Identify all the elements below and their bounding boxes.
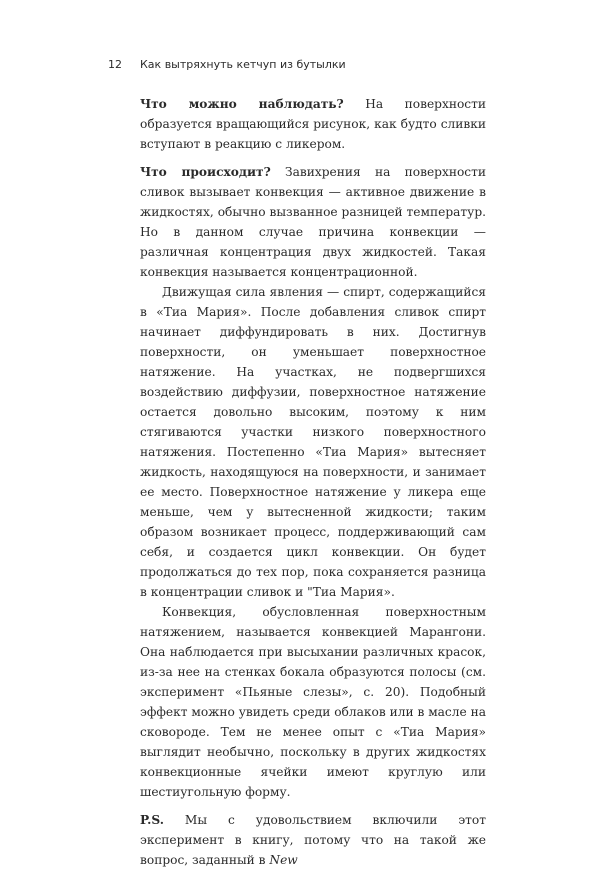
observation-heading: Что можно наблюдать? bbox=[140, 97, 344, 111]
running-title: Как вытряхнуть кетчуп из бутылки bbox=[140, 58, 346, 71]
observation-text: На поверхности образуется вращающийся рисунок, как будто сливки вступают в реакцию с ликером. bbox=[140, 97, 486, 151]
paragraph-explanation bbox=[140, 162, 486, 282]
paragraph-marangoni: Конвекция, обусловленная поверхностным натяжением, называется конвекцией Марангони. Она наблюдается при высыхании различных красок, из-за нее на стенках бокала образуются полосы (см. эксперимент «Пьяные слезы», с. 20). Подобный эффект можно увидеть среди облаков или в масле на сковороде. Тем не менее опыт с «Тиа Мария» выглядит необычно, поскольку в других жидкостях конвекционные ячейки имеют круглую или шестиугольную форму. bbox=[140, 605, 486, 799]
postscript-italic: New bbox=[269, 853, 298, 867]
explanation-text: Завихрения на поверхности сливок вызывает конвекция — активное движение в жидкостях, обычно вызванное разницей температур. Но в данном случае причина конвекции — различная концентрация двух жидкостей. Такая конвекция называется концентрационной. bbox=[140, 165, 486, 279]
paragraph-driving-force: Движущая сила явления — спирт, содержащийся в «Тиа Мария». После добавления сливок спирт начинает диффундировать в них. Достигнув поверхности, он уменьшает поверхностное натяжение. На участках, не подвергшихся воздействию диффузии, поверхностное натяжение остается довольно высоким, поэтому к ним стягиваются участки низкого поверхностного натяжения. Постепенно «Тиа Мария» вытесняет жидкость, находящуюся на поверхности, и занимает ее место. Поверхностное натяжение у ликера еще меньше, чем у вытесненной жидкости; таким образом возникает процесс, поддерживающий сам себя, и создается цикл конвекции. Он будет продолжаться до тех пор, пока сохраняется разница в концентрации сливок и "Тиа Мария». bbox=[140, 285, 486, 599]
postscript-text: Мы с удовольствием включили этот эксперимент в книгу, потому что на такой же вопрос, заданный в bbox=[140, 813, 486, 867]
paragraph-observation bbox=[140, 94, 486, 154]
page-number: 12 bbox=[108, 58, 122, 71]
postscript-heading: P.S. bbox=[140, 813, 164, 827]
explanation-heading: Что происходит? bbox=[140, 165, 271, 179]
running-header bbox=[108, 58, 346, 71]
paragraph-postscript bbox=[140, 810, 486, 870]
page-body bbox=[140, 94, 486, 870]
